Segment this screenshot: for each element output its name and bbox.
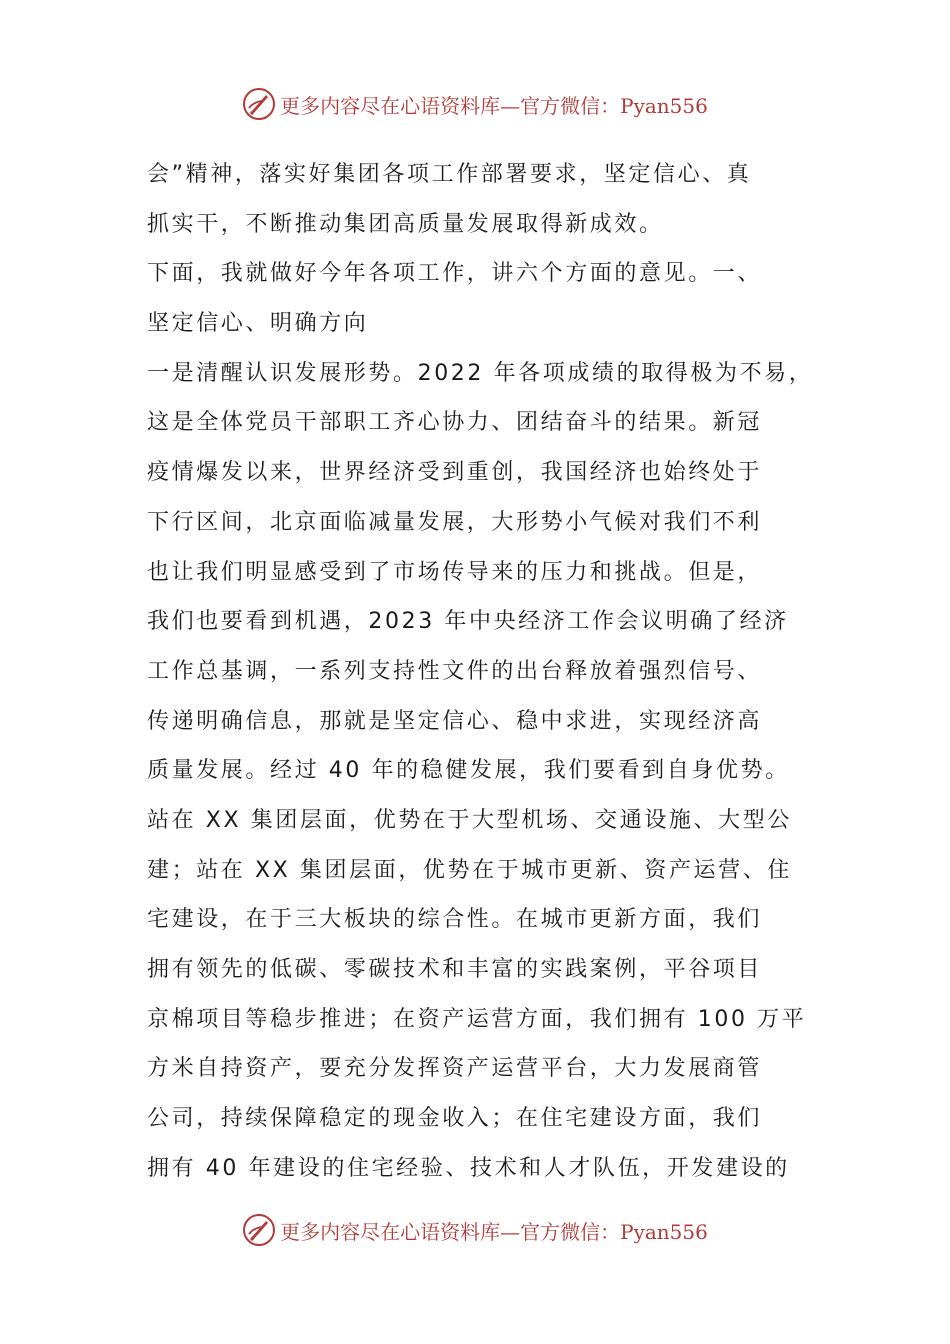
text-line: 公司，持续保障稳定的现金收入；在住宅建设方面，我们 xyxy=(147,1106,763,1132)
text-line: 站在 XX 集团层面，优势在于大型机场、交通设施、大型公 xyxy=(147,807,792,833)
text-line: 会”精神，落实好集团各项工作部署要求，坚定信心、真 xyxy=(147,162,752,187)
header-watermark-text: 更多内容尽在心语资料库—官方微信：Pyan556 xyxy=(280,93,708,118)
text-line: 工作总基调，一系列支持性文件的出台释放着强烈信号、 xyxy=(147,658,763,684)
text-line: 我们也要看到机遇，2023 年中央经济工作会议明确了经济 xyxy=(147,609,789,635)
text-line: 这是全体党员干部职工齐心协力、团结奋斗的结果。新冠 xyxy=(147,410,763,436)
text-line: 疫情爆发以来，世界经济受到重创，我国经济也始终处于 xyxy=(147,460,763,486)
text-line: 传递明确信息，那就是坚定信心、稳中求进，实现经济高 xyxy=(147,708,763,734)
quill-logo-icon xyxy=(242,1213,276,1247)
footer-watermark xyxy=(0,1208,950,1252)
text-line: 一是清醒认识发展形势。2022 年各项成绩的取得极为不易， xyxy=(147,360,814,386)
text-line: 抓实干，不断推动集团高质量发展取得新成效。 xyxy=(147,211,664,237)
text-line: 下面，我就做好今年各项工作，讲六个方面的意见。一、 xyxy=(147,261,763,287)
text-line: 京棉项目等稳步推进；在资产运营方面，我们拥有 100 万平 xyxy=(147,1006,807,1032)
quill-logo-icon xyxy=(242,87,276,121)
text-line: 拥有领先的低碳、零碳技术和丰富的实践案例，平谷项目 xyxy=(147,957,763,982)
text-line: 下行区间，北京面临减量发展，大形势小气候对我们不利 xyxy=(147,509,763,535)
footer-watermark-text: 更多内容尽在心语资料库—官方微信：Pyan556 xyxy=(280,1219,708,1244)
header-watermark xyxy=(0,82,950,126)
text-line: 质量发展。经过 40 年的稳健发展，我们要看到自身优势。 xyxy=(147,758,790,784)
text-line: 建；站在 XX 集团层面，优势在于城市更新、资产运营、住 xyxy=(147,857,792,883)
text-line: 拥有 40 年建设的住宅经验、技术和人才队伍，开发建设的 xyxy=(147,1155,790,1181)
text-line: 也让我们明显感受到了市场传导来的压力和挑战。但是， xyxy=(147,559,763,585)
document-body xyxy=(147,150,827,1193)
section-heading: 坚定信心、明确方向 xyxy=(147,311,369,337)
text-line: 方米自持资产，要充分发挥资产运营平台，大力发展商管 xyxy=(147,1056,763,1082)
text-line: 宅建设，在于三大板块的综合性。在城市更新方面，我们 xyxy=(147,907,763,933)
